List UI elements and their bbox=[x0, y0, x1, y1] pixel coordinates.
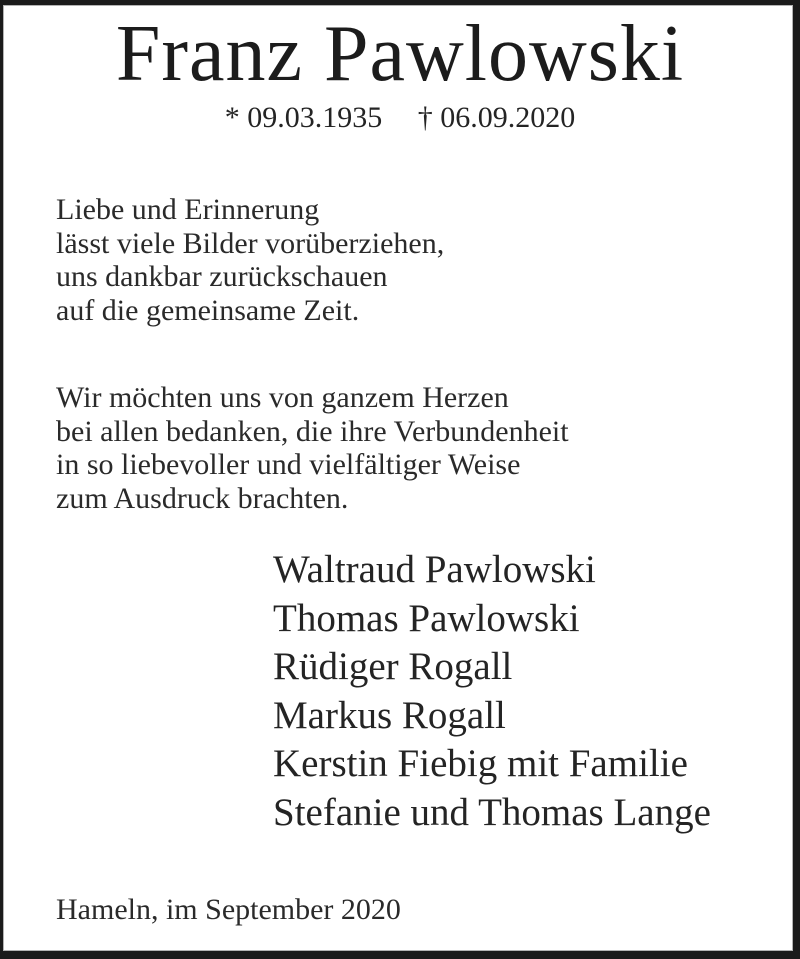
mourner-name: Markus Rogall bbox=[273, 693, 506, 737]
thanks-line: zum Ausdruck brachten. bbox=[56, 481, 349, 515]
verse-line: auf die gemeinsame Zeit. bbox=[56, 293, 360, 327]
mourner-name: Stefanie und Thomas Lange bbox=[273, 790, 711, 834]
verse-line: Liebe und Erinnerung bbox=[56, 193, 320, 226]
mourners-list bbox=[273, 546, 711, 837]
thanks-line: Wir möchten uns von ganzem Herzen bbox=[56, 381, 509, 414]
life-dates bbox=[0, 101, 800, 136]
thanks-paragraph bbox=[56, 381, 569, 515]
verse-paragraph bbox=[56, 193, 444, 327]
birth-date: * 09.03.1935 bbox=[224, 101, 383, 134]
verse-line: lässt viele Bilder vorüberziehen, bbox=[56, 226, 445, 260]
mourner-name: Thomas Pawlowski bbox=[273, 596, 580, 640]
mourner-name: Waltraud Pawlowski bbox=[273, 548, 596, 591]
death-date: † 06.09.2020 bbox=[417, 101, 576, 134]
verse-line: uns dankbar zurückschauen bbox=[56, 260, 388, 293]
mourner-name: Rüdiger Rogall bbox=[273, 645, 513, 688]
place-date-line: Hameln, im September 2020 bbox=[56, 893, 401, 926]
mourner-name: Kerstin Fiebig mit Familie bbox=[273, 742, 688, 785]
deceased-name: Franz Pawlowski bbox=[115, 10, 685, 98]
thanks-line: in so liebevoller und vielfältiger Weise bbox=[56, 448, 521, 481]
thanks-line: bei allen bedanken, die ihre Verbundenheit bbox=[56, 414, 569, 448]
